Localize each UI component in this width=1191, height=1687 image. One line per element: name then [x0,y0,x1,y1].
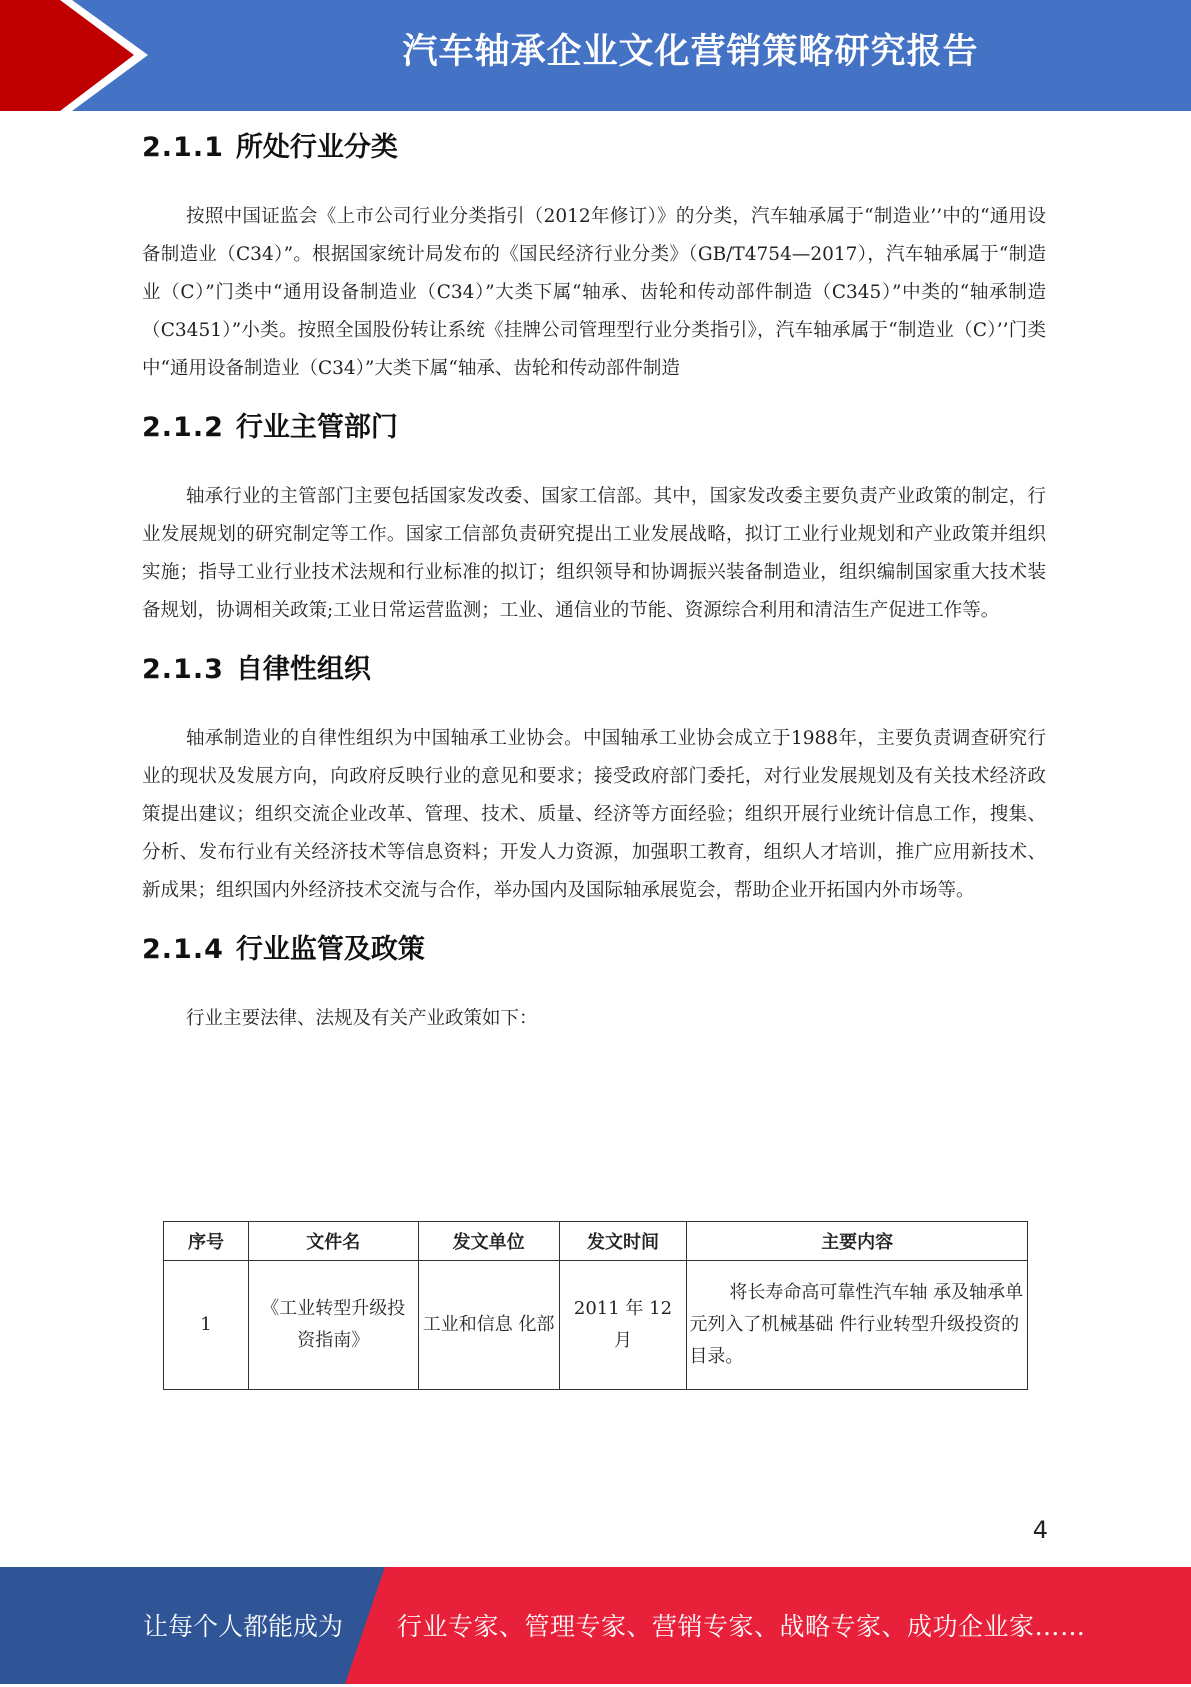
section-number: 2.1.3 [142,654,224,685]
policy-table [163,1221,1028,1390]
section-title: 行业主管部门 [235,412,398,443]
header-date: 发文时间 [559,1222,687,1261]
table-cutoff [150,1390,1050,1402]
footer-banner [0,1567,1191,1684]
cell-doc-name: 《工业转型升级投资指南》 [248,1261,418,1390]
section-heading [142,128,1046,168]
section-title: 自律性组织 [235,654,371,685]
header-issuer: 发文单位 [418,1222,559,1261]
table-header-row [164,1222,1028,1261]
cell-date: 2011 年 12 月 [559,1261,687,1390]
section-paragraph: 行业主要法律、法规及有关产业政策如下： [186,1008,538,1029]
section-heading [142,408,1046,448]
footer-slogan-right: 行业专家、管理专家、营销专家、战略专家、成功企业家…… [397,1612,1086,1641]
cell-issuer: 工业和信息 化部 [418,1261,559,1390]
footer-slogan-left: 让每个人都能成为 [143,1612,344,1641]
table-row [164,1261,1028,1390]
page-number: 4 [1032,1516,1048,1544]
header-banner [0,0,1191,111]
section-heading [142,930,1046,970]
report-title: 汽车轴承企业文化营销策略研究报告 [402,32,979,72]
section-title: 行业监管及政策 [235,934,425,965]
header-doc-name: 文件名 [248,1222,418,1261]
section-paragraph: 轴承制造业的自律性组织为中国轴承工业协会。中国轴承工业协会成立于1988年，主要负责调查研究行业的现状及发展方向，向政府反映行业的意见和要求；接受政府部门委托，对行业发展规划及有关技术经济政策提出建议；组织交流企业改革、管理、技术、质量、经济等方面经验；组织开展行业统计信息工作，搜集、分析、发布行业有关经济技术等信息资料；开发人力资源，加强职工教育，组织人才培训，推广应用新技术、新成果；组织国内外经济技术交流与合作，举办国内及国际轴承展览会，帮助企业开拓国内外市场等。 [142,728,1046,901]
main-content [142,128,1046,1038]
section-title: 所处行业分类 [235,132,398,163]
section-number: 2.1.2 [142,412,224,443]
header-content: 主要内容 [687,1222,1028,1261]
cell-content: 将长寿命高可靠性汽车轴 承及轴承单元列入了机械基础 件行业转型升级投资的目录。 [687,1261,1028,1390]
cell-no: 1 [164,1261,249,1390]
section-paragraph: 轴承行业的主管部门主要包括国家发改委、国家工信部。其中，国家发改委主要负责产业政策的制定，行业发展规划的研究制定等工作。国家工信部负责研究提出工业发展战略，拟订工业行业规划和产业政策并组织实施；指导工业行业技术法规和行业标准的拟订；组织领导和协调振兴装备制造业，组织编制国家重大技术装备规划，协调相关政策;工业日常运营监测；工业、通信业的节能、资源综合利用和清洁生产促进工作等。 [142,486,1046,621]
header-arrow-icon [0,0,160,111]
section-heading [142,650,1046,690]
section-number: 2.1.1 [142,132,224,163]
section-number: 2.1.4 [142,934,224,965]
section-paragraph: 按照中国证监会《上市公司行业分类指引（2012年修订）》的分类，汽车轴承属于“制造业’’中的“通用设备制造业（C34）”。根据国家统计局发布的《国民经济行业分类》（GB/T4754—2017），汽车轴承属于“制造业（C）”门类中“通用设备制造业（C34）”大类下属“轴承、齿轮和传动部件制造（C345）”中类的“轴承制造（C3451）”小类。按照全国股份转让系统《挂牌公司管理型行业分类指引》，汽车轴承属于“制造业（C）’’门类中“通用设备制造业（C34）”大类下属“轴承、齿轮和传动部件制造 [142,206,1046,379]
header-no: 序号 [164,1222,249,1261]
